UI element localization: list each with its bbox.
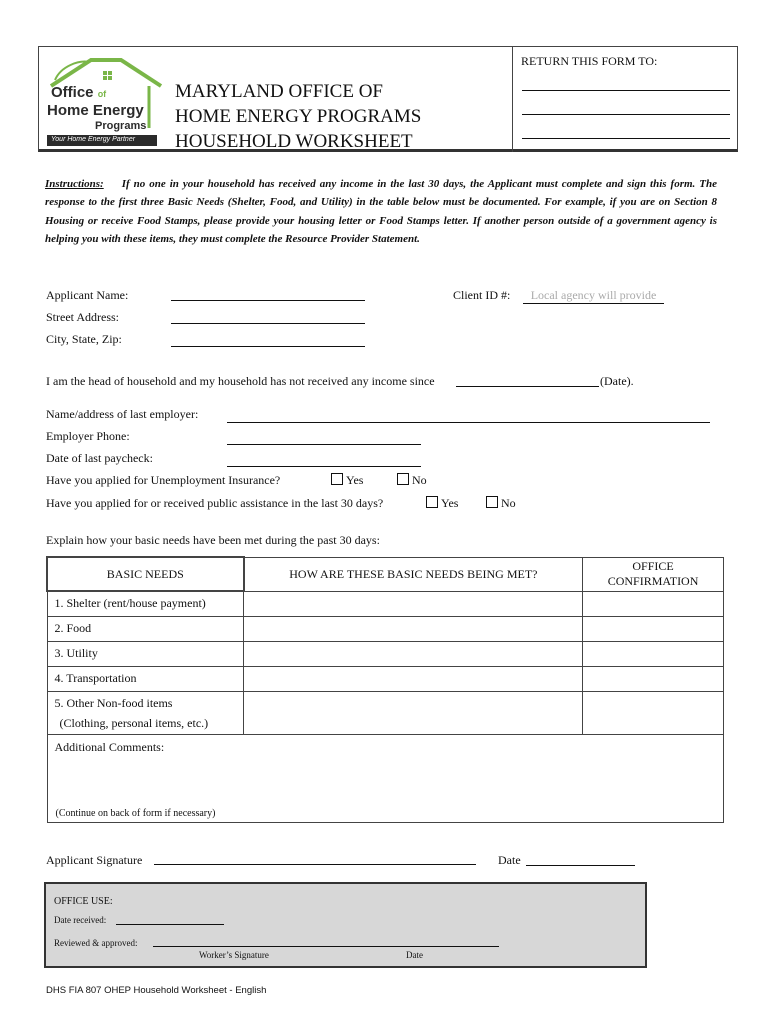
unemployment-question: Have you applied for Unemployment Insurance? xyxy=(46,473,281,487)
comments-row xyxy=(47,734,724,822)
unemployment-no-option[interactable] xyxy=(397,473,427,488)
street-address-label: Street Address: xyxy=(46,310,119,324)
workers-signature-label: Worker’s Signature xyxy=(199,950,269,960)
form-title xyxy=(175,79,421,154)
table-row xyxy=(47,641,724,666)
no-label: No xyxy=(501,496,516,510)
applicant-signature-label: Applicant Signature xyxy=(46,853,143,867)
need-label: 4. Transportation xyxy=(47,666,244,691)
confirmation-cell[interactable] xyxy=(583,691,724,734)
title-line-1: MARYLAND OFFICE OF xyxy=(175,81,383,102)
table-row xyxy=(47,616,724,641)
logo-office-text: Office xyxy=(51,84,94,101)
other-items-line2: (Clothing, personal items, etc.) xyxy=(59,715,209,730)
title-line-3: HOUSEHOLD WORKSHEET xyxy=(175,131,413,152)
assistance-no-option[interactable] xyxy=(486,496,516,511)
need-label-other xyxy=(47,691,244,734)
confirmation-cell[interactable] xyxy=(583,591,724,616)
header-divider xyxy=(512,46,513,152)
how-met-cell[interactable] xyxy=(244,591,583,616)
signature-date-field[interactable] xyxy=(526,865,635,866)
income-statement: I am the head of household and my household has not received any income since xyxy=(46,374,435,388)
employer-phone-field[interactable] xyxy=(227,444,421,445)
basic-needs-table xyxy=(46,556,724,823)
other-items-line1: 5. Other Non-food items xyxy=(54,695,173,710)
last-employer-label: Name/address of last employer: xyxy=(46,407,199,421)
table-row xyxy=(47,666,724,691)
continue-note: (Continue on back of form if necessary) xyxy=(55,807,216,819)
logo-tagline: Your Home Energy Partner xyxy=(51,136,136,143)
additional-comments-cell[interactable] xyxy=(47,734,724,822)
table-row xyxy=(47,591,724,616)
logo-of-text: of xyxy=(97,89,107,99)
form-footer: DHS FIA 807 OHEP Household Worksheet - English xyxy=(46,985,267,996)
income-date-label: (Date). xyxy=(600,374,634,388)
public-assistance-question: Have you applied for or received public assistance in the last 30 days? xyxy=(46,496,384,510)
yes-label: Yes xyxy=(346,473,364,487)
title-line-2: HOME ENERGY PROGRAMS xyxy=(175,106,422,127)
need-label: 3. Utility xyxy=(47,641,244,666)
return-address-line-3[interactable] xyxy=(522,138,730,139)
how-met-cell[interactable] xyxy=(244,666,583,691)
table-row xyxy=(47,691,724,734)
need-label: 2. Food xyxy=(47,616,244,641)
basic-needs-intro: Explain how your basic needs have been met during the past 30 days: xyxy=(46,533,380,547)
last-paycheck-label: Date of last paycheck: xyxy=(46,451,153,465)
last-paycheck-field[interactable] xyxy=(227,466,421,467)
additional-comments-label: Additional Comments: xyxy=(54,739,165,754)
reviewed-approved-label: Reviewed & approved: xyxy=(54,938,138,948)
reviewed-approved-field[interactable] xyxy=(153,946,499,947)
confirmation-cell[interactable] xyxy=(583,666,724,691)
unemployment-yes-option[interactable] xyxy=(331,473,363,488)
confirmation-cell[interactable] xyxy=(583,616,724,641)
no-label: No xyxy=(412,473,427,487)
instructions-text: If no one in your household has received any income in the last 30 days, the Applicant must complete and sign this form. The response to the first three Basic Needs (Shelter, Food, and Utility) in the table below must be documented. For example, if you are on Section 8 Housing or receive Food Stamps, please provide your housing letter or Food Stamps letter. If another person outside of a government agency is helping you with these items, they must complete the Resource Provider Statement. xyxy=(45,178,717,245)
basic-needs-header: BASIC NEEDS xyxy=(47,557,244,591)
income-since-date-field[interactable] xyxy=(456,386,599,387)
logo-programs-text: Programs xyxy=(95,120,147,132)
ohep-logo xyxy=(41,54,169,148)
city-state-zip-label: City, State, Zip: xyxy=(46,332,122,346)
employer-phone-label: Employer Phone: xyxy=(46,429,130,443)
applicant-signature-field[interactable] xyxy=(154,864,476,865)
signature-date-label: Date xyxy=(498,853,521,867)
applicant-name-field[interactable] xyxy=(171,300,365,301)
unemployment-yes-checkbox[interactable] xyxy=(331,473,343,485)
assistance-no-checkbox[interactable] xyxy=(486,496,498,508)
table-header-row xyxy=(47,557,724,591)
how-met-cell[interactable] xyxy=(244,691,583,734)
return-address-line-1[interactable] xyxy=(522,90,730,91)
assistance-yes-option[interactable] xyxy=(426,496,458,511)
how-met-cell[interactable] xyxy=(244,641,583,666)
city-state-zip-field[interactable] xyxy=(171,346,365,347)
house-logo-icon xyxy=(41,54,169,148)
last-employer-field[interactable] xyxy=(227,422,710,423)
street-address-field[interactable] xyxy=(171,323,365,324)
date-received-label: Date received: xyxy=(54,915,107,925)
how-met-cell[interactable] xyxy=(244,616,583,641)
instructions xyxy=(45,175,717,248)
instructions-label: Instructions: xyxy=(45,178,104,190)
applicant-name-label: Applicant Name: xyxy=(46,288,129,302)
assistance-yes-checkbox[interactable] xyxy=(426,496,438,508)
office-confirmation-header xyxy=(583,557,724,591)
return-to-label: RETURN THIS FORM TO: xyxy=(521,54,658,68)
office-confirmation-line2: CONFIRMATION xyxy=(607,574,699,588)
logo-home-energy-text: Home Energy xyxy=(47,102,144,119)
office-date-label: Date xyxy=(406,950,423,960)
office-use-title: OFFICE USE: xyxy=(54,896,113,907)
confirmation-cell[interactable] xyxy=(583,641,724,666)
need-label: 1. Shelter (rent/house payment) xyxy=(47,591,244,616)
unemployment-no-checkbox[interactable] xyxy=(397,473,409,485)
return-address-line-2[interactable] xyxy=(522,114,730,115)
client-id-label: Client ID #: xyxy=(453,288,511,302)
yes-label: Yes xyxy=(441,496,459,510)
date-received-field[interactable] xyxy=(116,924,224,925)
how-met-header: HOW ARE THESE BASIC NEEDS BEING MET? xyxy=(244,557,583,591)
client-id-field[interactable]: Local agency will provide xyxy=(523,288,664,304)
office-use-box xyxy=(44,882,647,968)
office-confirmation-line1: OFFICE xyxy=(632,559,674,573)
